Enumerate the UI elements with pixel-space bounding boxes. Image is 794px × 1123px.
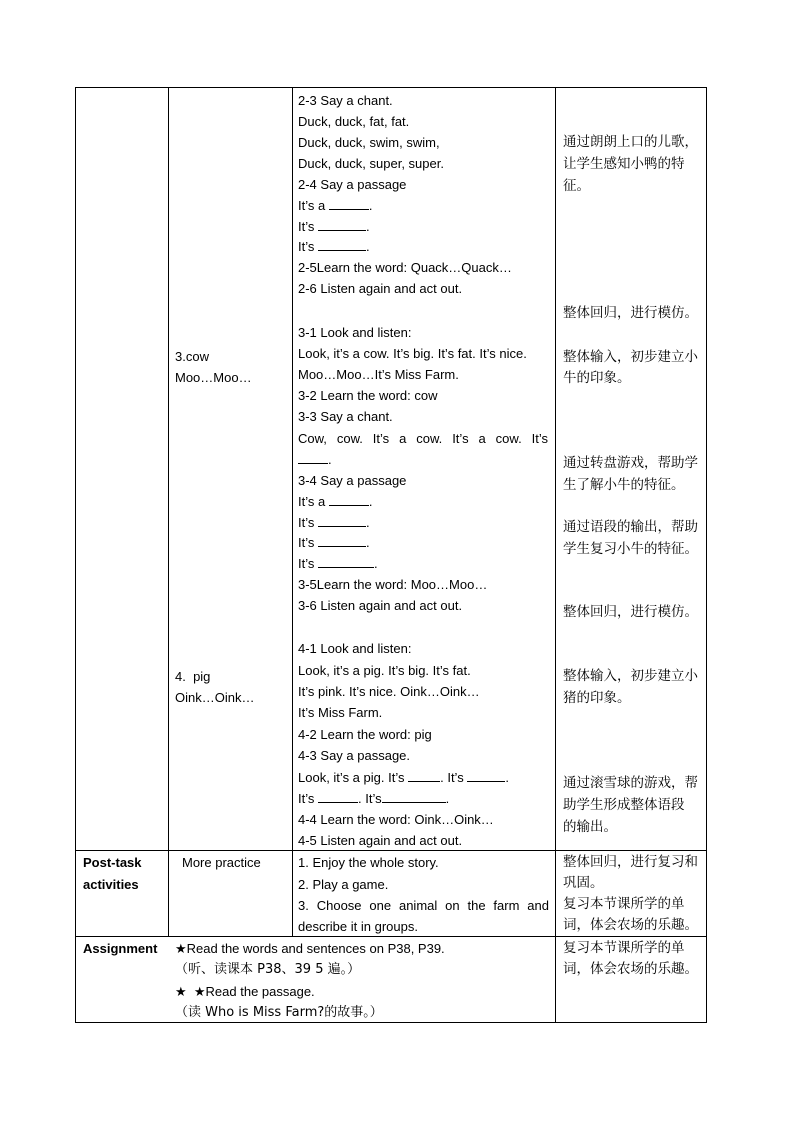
procedure-line: It’s Miss Farm. [298,705,383,720]
col-divider-1 [168,87,169,937]
blank [382,788,446,803]
fill-in-text: It’s [298,556,315,571]
purpose-line: 通过滚雪球的游戏，帮 [563,775,698,791]
fill-in-text: It’s [298,515,315,530]
blank [318,532,366,547]
procedure-line: 2-4 Say a passage [298,177,407,192]
fill-in-text: It’s [298,219,315,234]
table-right-border [706,87,707,1023]
blank [298,449,328,464]
purpose-line: 通过朗朗上口的儿歌， [563,134,698,150]
step-pig-title: 4. pig [175,669,211,684]
procedure-line: Cow, cow. It’s a cow. It’s a cow. It’s [298,431,548,446]
fill-in-line: It’s . [298,532,370,553]
blank [318,236,366,251]
procedure-line: Duck, duck, swim, swim, [298,135,440,150]
blank [318,553,374,568]
blank [329,491,369,506]
purpose-line: 让学生感知小鸭的特 [563,156,685,172]
purpose-line: 通过转盘游戏，帮助学 [563,455,698,471]
procedure-line: 4-4 Learn the word: Oink…Oink… [298,812,494,827]
purpose-line: 猪的印象。 [563,690,631,706]
fill-in-text: Look, it’s a pig. It’s [298,770,405,785]
procedure-line: 4-1 Look and listen: [298,641,412,656]
assignment-line: ★ ★Read the passage. [175,984,315,999]
purpose-line: 助学生形成整体语段 [563,797,685,813]
procedure-line: 1. Enjoy the whole story. [298,855,439,870]
fill-in-text: It’s a [298,494,326,509]
purpose-line: 通过语段的输出，帮助 [563,519,698,535]
procedure-line: 4-3 Say a passage. [298,748,411,763]
blank [329,195,369,210]
table-top-border [75,87,707,88]
procedure-line: 3-4 Say a passage [298,473,407,488]
purpose-line: 词，体会农场的乐趣。 [563,961,698,977]
col-divider-3 [555,87,556,1023]
procedure-line: 4-2 Learn the word: pig [298,727,432,742]
fill-in-line: It’s a . [298,491,372,512]
purpose-line: 整体回归，进行模仿。 [563,604,698,620]
blank [318,216,366,231]
fill-in-text: . It’s [440,770,464,785]
purpose-line: 的输出。 [563,819,617,835]
purpose-line: 整体回归，进行模仿。 [563,305,698,321]
purpose-line: 生了解小牛的特征。 [563,477,685,493]
table-left-border [75,87,76,1023]
step-more-practice: More practice [182,855,261,870]
purpose-line: 征。 [563,178,590,194]
blank [318,512,366,527]
procedure-line: It’s pink. It’s nice. Oink…Oink… [298,684,480,699]
purpose-line: 整体输入，初步建立小 [563,668,698,684]
procedure-line: Look, it’s a cow. It’s big. It’s fat. It’s nice. [298,346,527,361]
procedure-line: 2-5Learn the word: Quack…Quack… [298,260,512,275]
fill-in-line: It’s . It’s . [298,788,449,809]
fill-in-line: It’s . [298,236,370,257]
col-divider-2 [292,87,293,937]
procedure-line: describe it in groups. [298,919,418,934]
procedure-line: Look, it’s a pig. It’s big. It’s fat. [298,663,471,678]
fill-in-text: It’s [298,239,315,254]
fill-in-text: It’s [298,791,315,806]
fill-in-text: It’s [298,535,315,550]
purpose-line: 牛的印象。 [563,370,631,386]
procedure-line: 2-6 Listen again and act out. [298,281,463,296]
blank [408,767,440,782]
purpose-line: 复习本节课所学的单 [563,896,685,912]
fill-in-text: It’s a [298,198,326,213]
procedure-line: 3-5Learn the word: Moo…Moo… [298,577,488,592]
step-cow-title: 3.cow [175,349,209,364]
fill-in-line: It’s a . [298,195,372,216]
purpose-line: 复习本节课所学的单 [563,940,685,956]
post-task-label: Post-task [83,855,142,870]
blank [318,788,358,803]
procedure-line: 2. Play a game. [298,877,389,892]
procedure-line: 2-3 Say a chant. [298,93,393,108]
purpose-line: 整体输入，初步建立小 [563,349,698,365]
assignment-line: （读 Who is Miss Farm?的故事。） [175,1005,383,1020]
fill-in-line: . [298,449,332,470]
fill-in-line: It’s . [298,512,370,533]
assignment-label: Assignment [83,941,158,956]
procedure-line: 3-2 Learn the word: cow [298,388,438,403]
procedure-line: Duck, duck, fat, fat. [298,114,410,129]
procedure-line: 4-5 Listen again and act out. [298,833,463,848]
purpose-line: 学生复习小牛的特征。 [563,541,698,557]
purpose-line: 整体回归，进行复习和 [563,854,698,870]
fill-in-text: . It’s [358,791,382,806]
procedure-line: 3-6 Listen again and act out. [298,598,463,613]
post-task-label-2: activities [83,877,139,892]
table-bottom-border [75,1022,707,1023]
fill-in-line: Look, it’s a pig. It’s . It’s . [298,767,509,788]
assignment-line: ★Read the words and sentences on P38, P39. [175,941,445,956]
procedure-line: Duck, duck, super, super. [298,156,444,171]
procedure-line: 3-3 Say a chant. [298,409,393,424]
procedure-line: 3-1 Look and listen: [298,325,412,340]
step-pig-sound: Oink…Oink… [175,690,255,705]
fill-in-line: It’s . [298,216,370,237]
assignment-line: （听、读课本 P38、39 5 遍。） [175,962,361,977]
step-cow-sound: Moo…Moo… [175,370,252,385]
purpose-line: 词，体会农场的乐趣。 [563,917,698,933]
fill-in-line: It’s . [298,553,378,574]
purpose-line: 巩固。 [563,875,604,891]
procedure-line: Moo…Moo…It’s Miss Farm. [298,367,459,382]
blank [467,767,505,782]
procedure-line: 3. Choose one animal on the farm and [298,898,549,913]
